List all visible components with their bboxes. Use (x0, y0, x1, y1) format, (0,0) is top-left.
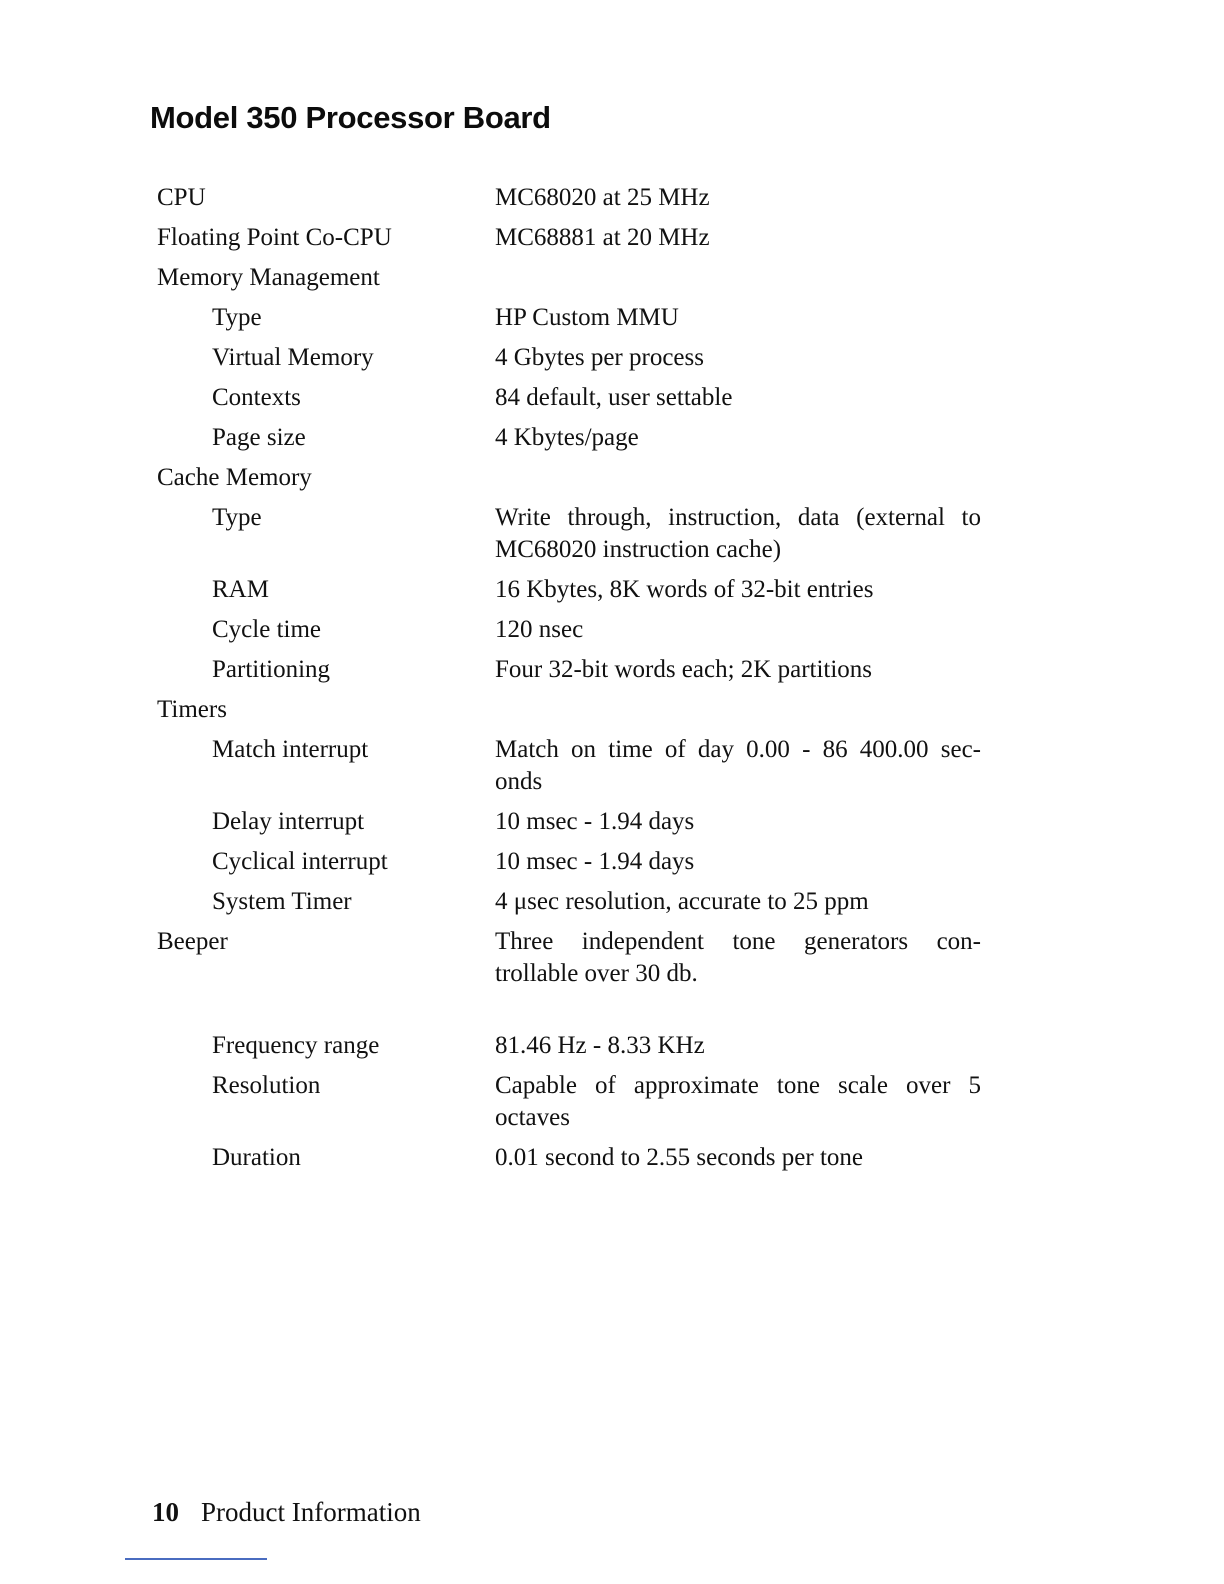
footer-divider (125, 1558, 267, 1560)
spec-row-cpu (157, 182, 997, 214)
spec-value: Three independent tone generators con- trollable over 30 db. (495, 928, 981, 987)
spec-row-page-size (157, 422, 997, 454)
spec-label: Partitioning (212, 656, 331, 683)
spec-table (157, 182, 997, 1182)
spec-group-label: Timers (157, 696, 227, 723)
spec-label: System Timer (212, 888, 352, 915)
spec-value: 16 Kbytes, 8K words of 32-bit entries (495, 576, 874, 603)
spec-row-cycle-time (157, 614, 997, 646)
spec-label: RAM (212, 576, 269, 603)
spec-value: Match on time of day 0.00 - 86 400.00 sec- onds (495, 736, 981, 795)
spec-value: 10 msec - 1.94 days (495, 808, 695, 835)
spec-heading-memory-management (157, 262, 997, 294)
spec-value (495, 694, 981, 726)
page-title: Model 350 Processor Board (150, 100, 551, 135)
spec-label: Cycle time (212, 616, 321, 643)
spec-row-mmu-type (157, 302, 997, 334)
spec-value (495, 462, 981, 494)
spec-value: 4 Kbytes/page (495, 424, 639, 451)
spec-row-system-timer (157, 886, 997, 918)
spec-row-ram (157, 574, 997, 606)
spec-label: CPU (157, 184, 206, 211)
spec-group-label: Cache Memory (157, 464, 312, 491)
spec-heading-cache-memory (157, 462, 997, 494)
spec-group-label: Beeper (157, 928, 228, 955)
spec-label: Duration (212, 1144, 301, 1171)
spec-label: Type (212, 504, 262, 531)
spec-label: Virtual Memory (212, 344, 374, 371)
spec-row-virtual-memory (157, 342, 997, 374)
spec-value: 0.01 second to 2.55 seconds per tone (495, 1144, 863, 1171)
spec-label: Floating Point Co-CPU (157, 224, 392, 251)
spec-value: 81.46 Hz - 8.33 KHz (495, 1032, 705, 1059)
spec-row-duration (157, 1142, 997, 1174)
spec-label: Resolution (212, 1072, 321, 1099)
spec-value: 120 nsec (495, 616, 584, 643)
spec-row-partitioning (157, 654, 997, 686)
spec-heading-timers (157, 694, 997, 726)
spec-value: Four 32-bit words each; 2K partitions (495, 656, 873, 683)
spec-row-cyclical-interrupt (157, 846, 997, 878)
spec-row-cache-type (157, 502, 997, 566)
spec-label: Match interrupt (212, 736, 369, 763)
spec-label: Cyclical interrupt (212, 848, 388, 875)
spec-group-label: Memory Management (157, 264, 380, 291)
spec-row-frequency-range (157, 1030, 997, 1062)
spec-label: Page size (212, 424, 306, 451)
spec-value: 84 default, user settable (495, 384, 733, 411)
spec-value (495, 262, 981, 294)
spec-row-fpu (157, 222, 997, 254)
page-footer (152, 1497, 421, 1528)
spec-value: Capable of approximate tone scale over 5 octaves (495, 1072, 981, 1131)
page-number: 10 (152, 1497, 179, 1527)
spec-row-delay-interrupt (157, 806, 997, 838)
spec-label: Delay interrupt (212, 808, 365, 835)
section-name: Product Information (201, 1497, 421, 1527)
spec-row-resolution (157, 1070, 997, 1134)
spec-label: Type (212, 304, 262, 331)
spec-label: Frequency range (212, 1032, 380, 1059)
spec-value: HP Custom MMU (495, 304, 679, 331)
spec-value: 10 msec - 1.94 days (495, 848, 695, 875)
spec-row-contexts (157, 382, 997, 414)
spec-heading-beeper (157, 926, 997, 990)
spec-value: 4 μsec resolution, accurate to 25 ppm (495, 888, 869, 915)
spec-value: MC68020 at 25 MHz (495, 184, 710, 211)
spec-value: MC68881 at 20 MHz (495, 224, 710, 251)
spec-value: Write through, instruction, data (external to MC68020 instruction cache) (495, 504, 981, 563)
spec-row-match-interrupt (157, 734, 997, 798)
spec-label: Contexts (212, 384, 301, 411)
spec-value: 4 Gbytes per process (495, 344, 704, 371)
